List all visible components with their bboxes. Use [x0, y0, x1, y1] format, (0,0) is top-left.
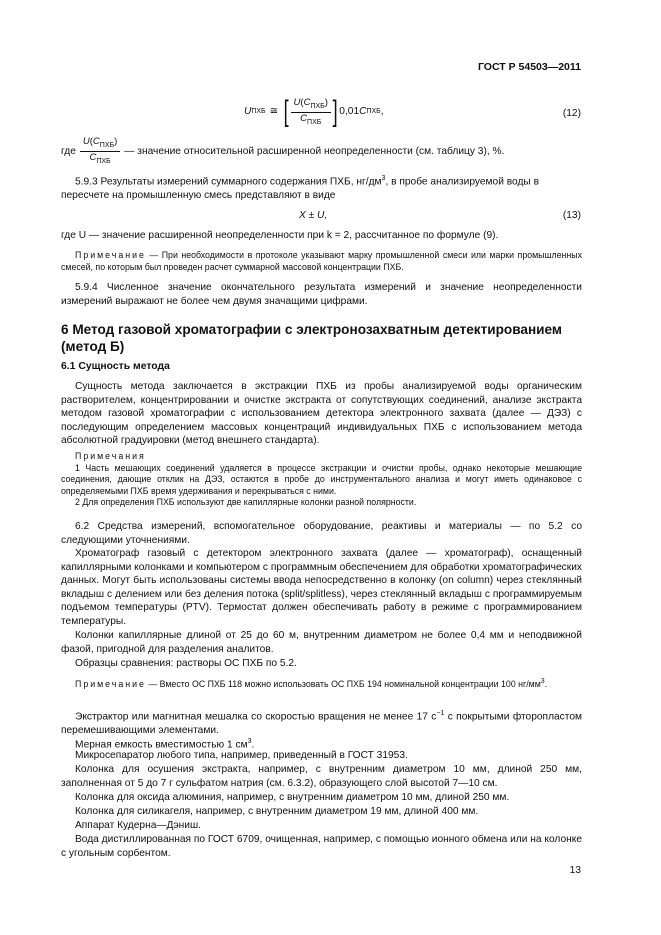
where-12: где $\frac{U(C_{ПХБ})}{C_{ПХБ}}$ — значение относительной расширенной неопределенности (см. таблицу 3), %.	[61, 136, 505, 165]
paragraph-samples: Образцы сравнения: растворы ОС ПХБ по 5.2.	[75, 658, 297, 669]
paragraph-water: Вода дистиллированная по ГОСТ 6709, очищенная, например, с помощью ионного обмена или на колонке с угольным сорбентом.	[61, 834, 582, 859]
paragraph-kuderna: Аппарат Кудерна—Дэниш.	[75, 820, 201, 831]
paragraph-6-1: Сущность метода заключается в экстракции ПХБ из пробы анализируемой воды органическим растворителем, концентрировании и очистке экстракта от сопутствующих соединений, анализе экстракта методом газовой хроматографии с использованием детектора электронного захвата (далее — ДЭЗ) с последующим определением массовых концентраций индивидуальных ПХБ с использованием метода абсолютной градуировки (метод внешнего стандарта).	[61, 381, 582, 446]
paragraph-chromatograph: Хроматограф газовый с детектором электронного захвата (далее — хроматограф), оснащенный капиллярными колонками и компьютером с программным обеспечением для обработки хроматографических данных. Могут быть использованы системы ввода непосредственно в колонку (on column) через стеклянный вкладыш с делением или без деления потока (split/splitless), через стеклянный вкладыш с программируемым подъемом температуры (PTV). Термостат должен обеспечивать работу в режиме с программированием температуры.	[61, 548, 582, 627]
note-1: Примечание — При необходимости в протоколе указывают марку промышленной смеси или марки промышленных смесей, по которым был проведен расчет суммарной массовой концентрации ПХБ.	[61, 250, 582, 272]
section-6-1-heading: 6.1 Сущность метода	[61, 361, 170, 372]
section-6-heading: 6 Метод газовой хроматографии с электронозахватным детектированием (метод Б)	[61, 322, 562, 354]
paragraph-extractor: Экстрактор или магнитная мешалка со скоростью вращения не менее 17 $с^{-1}$ с покрытыми фторопластом перемешивающими элементами.	[61, 710, 582, 736]
where-13: где U — значение расширенной неопределенности при k = 2, рассчитанное по формуле (9).	[61, 230, 499, 241]
paragraph-microseparator: Микросепаратор любого типа, например, приведенный в ГОСТ 31953.	[75, 750, 408, 761]
formula-13: X ± U,	[299, 210, 328, 221]
formula-12: U ПХБ ≅ [ $\frac{U(C_{ПХБ})}{C_{ПХБ}}$ ] 0,01 C ПХБ ,	[244, 95, 384, 128]
page-number: 13	[569, 865, 581, 876]
paragraph-drying-column: Колонка для осушения экстракта, например, с внутренним диаметром 10 мм, длиной 250 мм, заполненная от 5 до 7 г сульфатом натрия (см. 6.3.2), образующего слой высотой 7—10 см.	[61, 764, 582, 789]
equation-number-13: (13)	[562, 210, 581, 221]
note-3: Примечание — Вместо ОС ПХБ 118 можно использовать ОС ПХБ 194 номинальной концентрации 100 $нг/мм^3$.	[75, 678, 548, 689]
equation-number-12: (12)	[562, 108, 581, 119]
paragraph-alumina-column: Колонка для оксида алюминия, например, с внутренним диаметром 10 мм, длиной 250 мм.	[75, 792, 510, 803]
paragraph-columns: Колонки капиллярные длиной от 25 до 60 м, внутренним диаметром не более 0,4 мм и неподвижной фазой, пригодной для разделения аналитов.	[61, 630, 582, 655]
paragraph-6-2: 6.2 Средства измерений, вспомогательное оборудование, реактивы и материалы — по 5.2 со следующими уточнениями.	[61, 521, 582, 546]
paragraph-silica-column: Колонка для силикагеля, например, с внутренним диаметром 19 мм, длиной 400 мм.	[75, 806, 479, 817]
notes-block: Примечания 1 Часть мешающих соединений удаляется в процессе экстракции и очистки пробы, однако некоторые мешающие соединения, дающие отклик на ДЭЗ, остаются в пробе до инструментального анализа и могут иметь одинаковое с определяемыми ПХБ время удерживания и перекрываться с ними. 2 Для определения ПХБ используют две капиллярные колонки разной полярности.	[61, 451, 582, 508]
paragraph-5-9-4: 5.9.4 Численное значение окончательного результата измерений и значение неопределенности измерений выражают не более чем двумя значащими цифрами.	[61, 282, 582, 307]
paragraph-flask: Мерная емкость вместимостью 1 $см^3$.	[75, 738, 255, 751]
formula-12-fraction: $\frac{U(C_{ПХБ})}{C_{ПХБ}}$	[291, 97, 331, 128]
standard-header: ГОСТ Р 54503—2011	[477, 61, 581, 73]
paragraph-5-9-3: 5.9.3 Результаты измерений суммарного содержания ПХБ, $нг/дм^3$, в пробе анализируемой воды в пересчете на промышленную смесь представляют в виде	[61, 175, 539, 201]
